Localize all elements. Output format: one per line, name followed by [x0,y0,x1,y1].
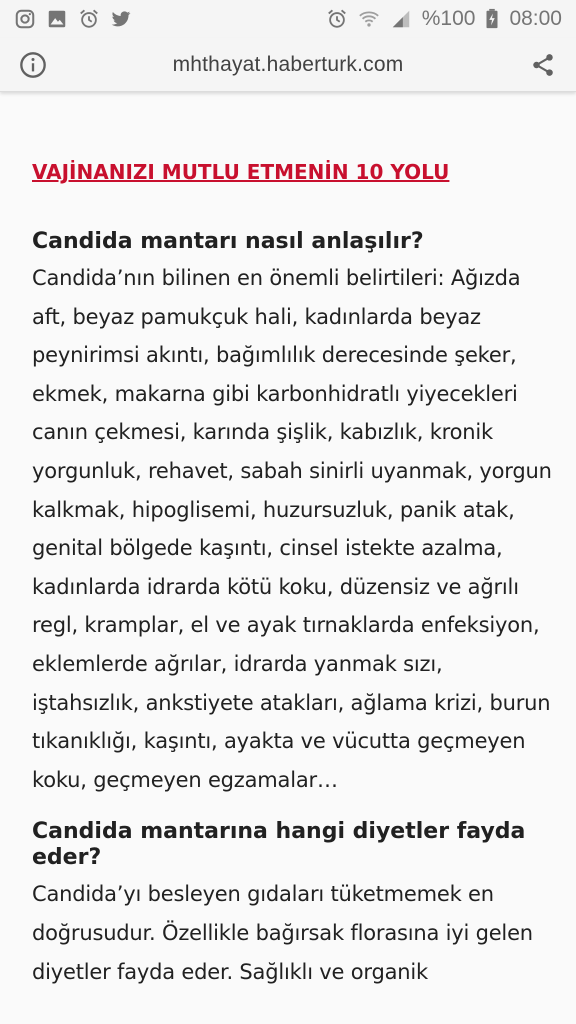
section-body: Candida’yı besleyen gıdaları tüketmemek en doğrusudur. Özellikle bağırsak florasına iyi gelen diyetler fayda eder. Sağlıklı ve organik [32,882,533,984]
signal-icon [390,8,412,30]
section-heading: Candida mantarına hangi diyetler fayda eder? [32,819,526,871]
section-body: Candida’nın bilinen en önemli belirtileri: Ağızda aft, beyaz pamukçuk hali, kadınlarda beyaz peynirimsi akıntı, bağımlılık derecesinde şeker, ekmek, makarna gibi karbonhidratlı yiyecekleri canın çekmesi, karında şişlik, kabızlık, kronik yorgunluk, rehavet, sabah sinirli uyanmak, yorgun kalkmak, hipoglisemi, huzursuzluk, panik atak, genital bölgede kaşıntı, cinsel istekte azalma, kadınlarda idrarda kötü koku, düzensiz ve ağrılı regl, kramplar, el ve ayak tırnaklarda enfeksiyon, eklemlerde ağrılar, idrarda yanmak sızı, iştahsızlık, ankstiyete atakları, ağlama krizi, burun tıkanıklığı, kaşıntı, ayakta ve vücutta geçmeyen koku, geçmeyen egzamalar… [32,266,552,792]
status-bar-left [14,8,132,30]
info-icon[interactable] [18,50,48,80]
status-bar-right [326,7,562,31]
wifi-icon [358,8,380,30]
instagram-icon [14,8,36,30]
section-heading: Candida mantarı nasıl anlaşılır? [32,229,424,254]
url-text[interactable]: mhthayat.haberturk.com [172,52,404,76]
battery-percent: %100 [421,7,476,30]
article-section [32,229,552,799]
article-title-link[interactable]: VAJİNANIZI MUTLU ETMENİN 10 YOLU [32,160,450,184]
gallery-icon [46,8,68,30]
alarm-icon [326,8,348,30]
article-section [32,819,552,991]
status-bar [0,0,576,38]
browser-address-bar [0,38,576,92]
twitter-icon [110,8,132,30]
alarm-icon [78,8,100,30]
clock: 08:00 [509,7,562,30]
share-icon[interactable] [528,50,558,80]
article-content [32,160,552,1011]
battery-charging-icon [485,8,499,30]
